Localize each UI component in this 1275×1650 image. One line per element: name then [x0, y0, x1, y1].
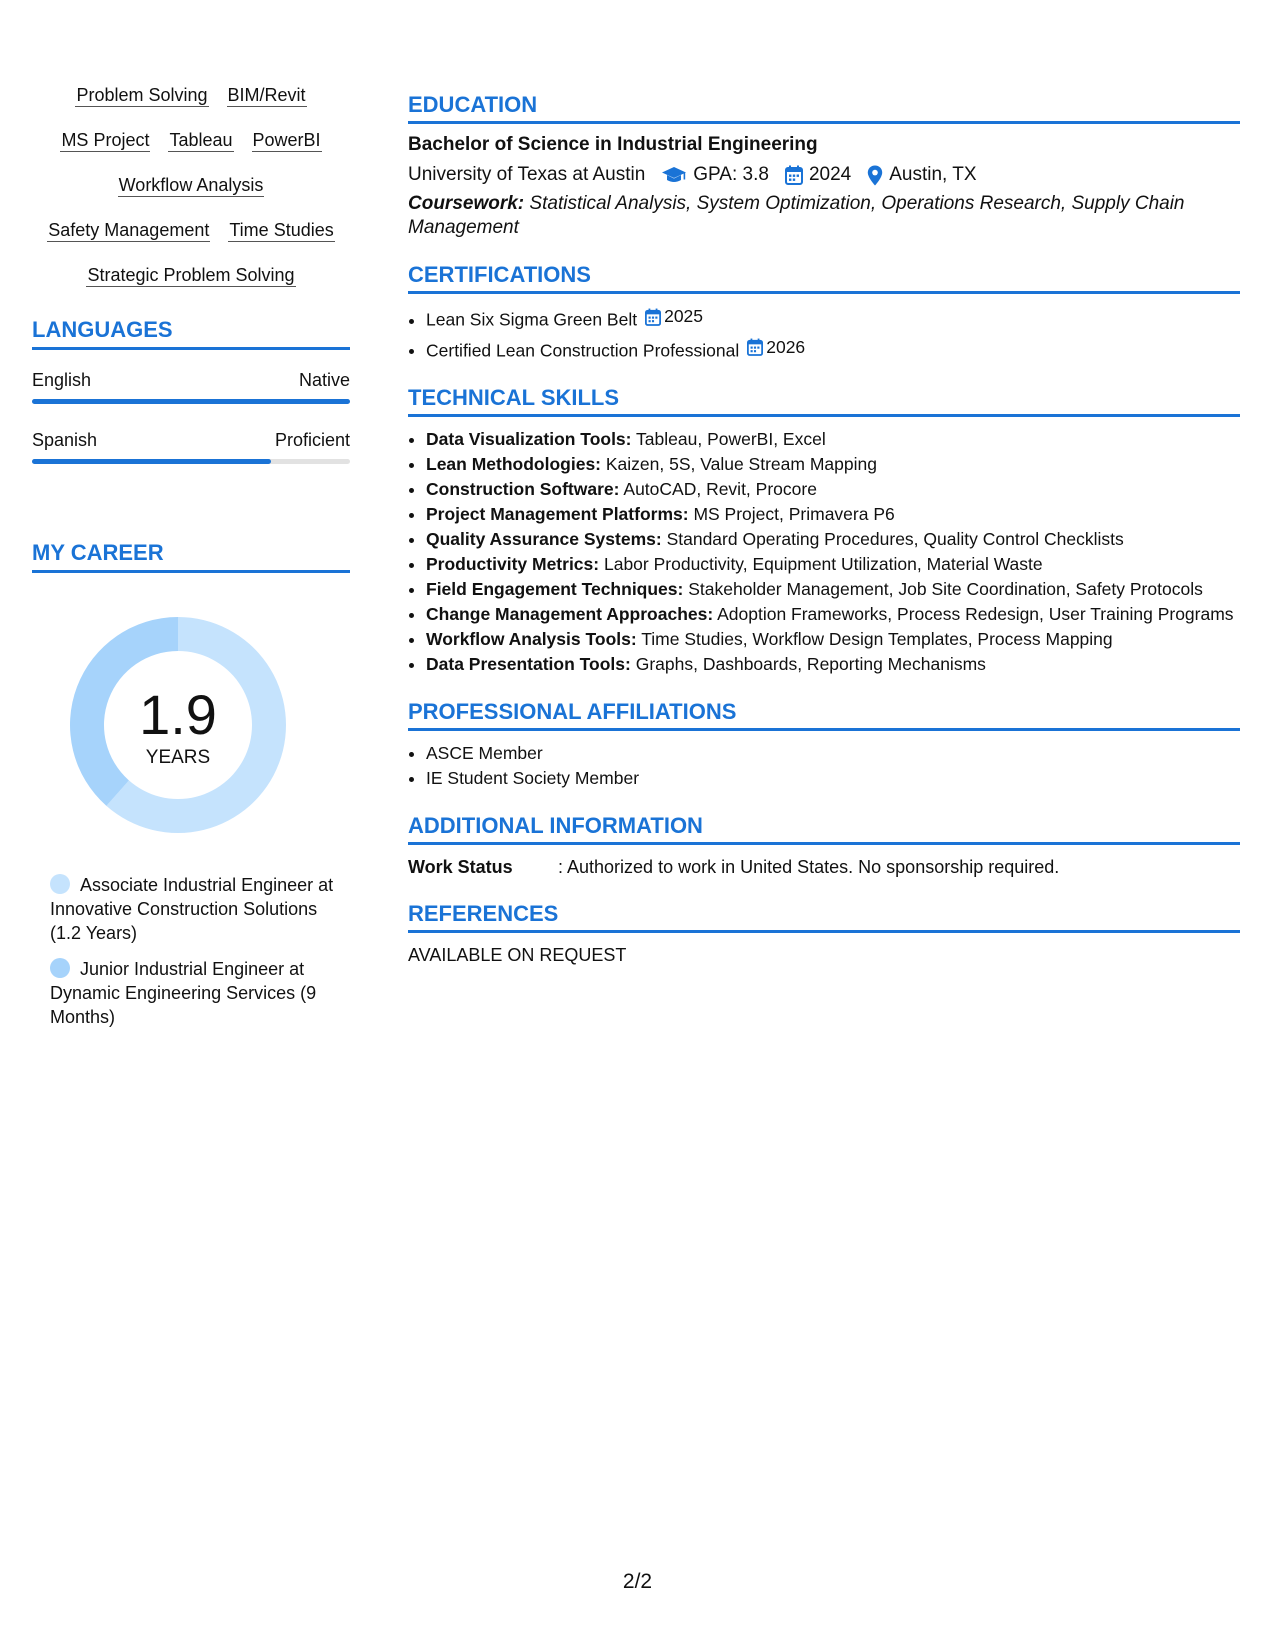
career-total-value: 1.9 — [139, 683, 217, 746]
technical-skill-item — [426, 427, 1240, 452]
work-status-row — [408, 855, 1240, 879]
technical-skill-label: Productivity Metrics: — [426, 554, 600, 574]
legend-dot — [50, 958, 70, 978]
affiliation-item: • ASCE Member — [426, 741, 1240, 766]
references-section — [408, 901, 1240, 967]
skill-tag: MS Project — [61, 130, 150, 150]
technical-skill-label: Workflow Analysis Tools: — [426, 629, 637, 649]
technical-skill-item — [426, 652, 1240, 677]
certification-year: 2025 — [664, 306, 704, 326]
technical-skill-label: Data Presentation Tools: — [426, 654, 631, 674]
language-row — [32, 370, 350, 390]
technical-skills-section — [408, 385, 1240, 677]
certifications-section — [408, 262, 1240, 363]
career-legend-item — [50, 957, 350, 1029]
technical-skill-value: Tableau, PowerBI, Excel — [636, 429, 826, 449]
career-legend-label: Associate Industrial Engineer at Innovative Construction Solutions (1.2 Years) — [50, 875, 334, 943]
additional-info-section — [408, 813, 1240, 879]
page-number: 2/2 — [622, 1570, 653, 1593]
school-name: University of Texas at Austin — [408, 164, 646, 185]
career-legend-item — [50, 873, 350, 945]
language-proficiency-fill — [32, 459, 271, 464]
technical-skills-list — [408, 427, 1240, 677]
certifications-list — [408, 304, 1240, 363]
technical-skill-value: AutoCAD, Revit, Procore — [623, 479, 817, 499]
languages-heading: LANGUAGES — [32, 317, 350, 350]
technical-skill-item — [426, 552, 1240, 577]
technical-skill-label: Lean Methodologies: — [426, 454, 601, 474]
career-legend-label: Junior Industrial Engineer at Dynamic Engineering Services (9 Months) — [50, 959, 317, 1027]
technical-skill-item — [426, 527, 1240, 552]
career-section — [32, 540, 350, 1029]
graduation-year: 2024 — [808, 164, 852, 185]
language-item — [32, 430, 350, 464]
technical-skill-label: Quality Assurance Systems: — [426, 529, 662, 549]
legend-dot — [50, 874, 70, 894]
skill-tag: Tableau — [169, 130, 233, 150]
technical-skill-label: Construction Software: — [426, 479, 620, 499]
skill-row — [32, 129, 350, 152]
skill-row — [32, 219, 350, 242]
certification-date — [747, 335, 805, 360]
technical-skill-value: Graphs, Dashboards, Reporting Mechanisms — [635, 654, 986, 674]
career-total-unit: YEARS — [145, 747, 211, 768]
technical-skill-value: Adoption Frameworks, Process Redesign, User Training Programs — [717, 604, 1234, 624]
skill-tag: Safety Management — [48, 220, 210, 240]
skill-tag: PowerBI — [252, 130, 321, 150]
language-name: English — [32, 370, 92, 390]
skill-row — [32, 174, 350, 197]
language-item — [32, 370, 350, 404]
affiliations-list — [408, 741, 1240, 791]
technical-skill-label: Field Engagement Techniques: — [426, 579, 684, 599]
references-text: AVAILABLE ON REQUEST — [408, 945, 627, 965]
skill-tag: Problem Solving — [76, 85, 208, 105]
technical-skill-item — [426, 477, 1240, 502]
main-content — [408, 92, 1240, 989]
technical-skill-value: Standard Operating Procedures, Quality Control Checklists — [666, 529, 1124, 549]
coursework-label: Coursework: — [408, 193, 525, 214]
technical-skill-value: Time Studies, Workflow Design Templates, Process Mapping — [641, 629, 1113, 649]
technical-skill-label: Project Management Platforms: — [426, 504, 689, 524]
calendar-icon — [645, 308, 661, 326]
education-section — [408, 92, 1240, 240]
certifications-heading: CERTIFICATIONS — [408, 262, 1240, 294]
skill-tag: Workflow Analysis — [118, 175, 264, 195]
career-heading: MY CAREER — [32, 540, 350, 573]
gpa: GPA: 3.8 — [693, 164, 769, 185]
certification-year: 2026 — [766, 336, 806, 357]
calendar-icon — [785, 165, 803, 185]
career-total — [66, 613, 290, 837]
affiliations-section — [408, 699, 1240, 791]
coursework-list: Statistical Analysis, System Optimization, Operations Research, Supply Chain Management — [408, 193, 1185, 238]
degree-title: Bachelor of Science in Industrial Engineering — [408, 134, 818, 155]
certification-date — [645, 304, 703, 329]
certification-name: Certified Lean Construction Professional — [426, 340, 740, 360]
language-row — [32, 430, 350, 450]
sidebar — [32, 84, 350, 1041]
skill-tag: Time Studies — [229, 220, 334, 240]
work-status-label: Work Status — [408, 857, 513, 877]
technical-skill-label: Data Visualization Tools: — [426, 429, 632, 449]
language-level: Proficient — [274, 430, 350, 450]
technical-skill-value: Kaizen, 5S, Value Stream Mapping — [605, 454, 877, 474]
career-legend — [32, 873, 350, 1029]
technical-skill-item — [426, 627, 1240, 652]
affiliations-heading: PROFESSIONAL AFFILIATIONS — [408, 699, 1240, 731]
work-status-value: : Authorized to work in United States. No sponsorship required. — [558, 857, 1060, 877]
technical-skill-value: MS Project, Primavera P6 — [693, 504, 895, 524]
affiliation-item: • IE Student Society Member — [426, 766, 1240, 791]
technical-skill-item — [426, 577, 1240, 602]
technical-skill-item — [426, 602, 1240, 627]
additional-info-heading: ADDITIONAL INFORMATION — [408, 813, 1240, 845]
language-proficiency-bar — [32, 459, 350, 464]
education-heading: EDUCATION — [408, 92, 1240, 124]
skill-row — [32, 264, 350, 287]
language-proficiency-fill — [32, 399, 350, 404]
technical-skill-value: Labor Productivity, Equipment Utilization, Material Waste — [603, 554, 1043, 574]
certification-item — [426, 304, 1240, 333]
technical-skill-label: Change Management Approaches: — [426, 604, 714, 624]
references-heading: REFERENCES — [408, 901, 1240, 933]
technical-skills-heading: TECHNICAL SKILLS — [408, 385, 1240, 417]
language-name: Spanish — [32, 430, 98, 450]
skill-tags — [32, 84, 350, 287]
calendar-icon — [747, 338, 763, 356]
certification-item — [426, 335, 1240, 364]
language-level: Native — [298, 370, 350, 390]
school-location: Austin, TX — [889, 164, 977, 185]
languages-section — [32, 317, 350, 464]
language-proficiency-bar — [32, 399, 350, 404]
graduation-cap-icon — [661, 165, 687, 185]
technical-skill-item — [426, 452, 1240, 477]
skill-row — [32, 84, 350, 107]
certification-name: Lean Six Sigma Green Belt — [426, 309, 638, 330]
education-meta — [408, 162, 1240, 188]
skill-tag: Strategic Problem Solving — [87, 265, 295, 285]
career-donut-chart — [66, 613, 290, 837]
skill-tag: BIM/Revit — [227, 85, 306, 105]
map-pin-icon — [867, 165, 883, 186]
coursework — [408, 192, 1240, 240]
technical-skill-value: Stakeholder Management, Job Site Coordination, Safety Protocols — [688, 579, 1203, 599]
technical-skill-item — [426, 502, 1240, 527]
